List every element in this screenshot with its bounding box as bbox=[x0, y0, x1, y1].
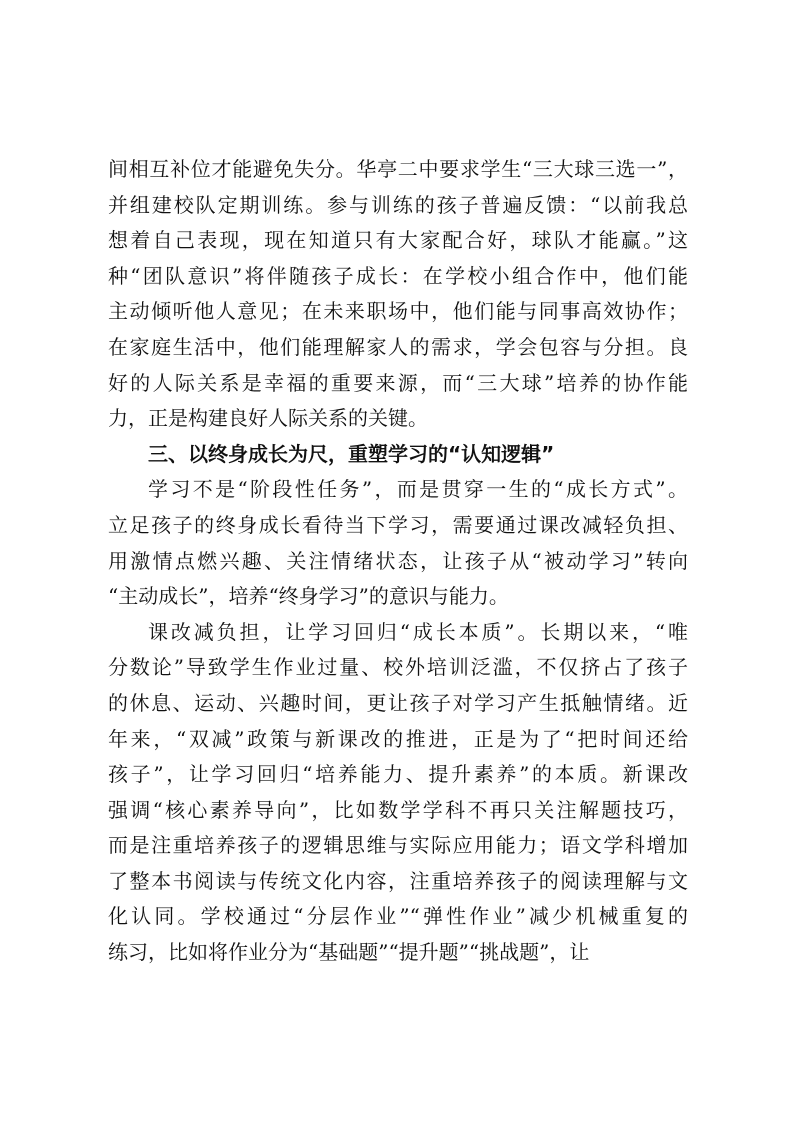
paragraph-line: 力，正是构建良好人际关系的关键。 bbox=[108, 406, 428, 431]
paragraph-line: 课改减负担，让学习回归“成长本质”。长期以来，“唯 bbox=[148, 619, 688, 644]
paragraph-line: 想着自己表现，现在知道只有大家配合好，球队才能赢。”这 bbox=[108, 228, 688, 253]
paragraph-line: 好的人际关系是幸福的重要来源，而“三大球”培养的协作能 bbox=[108, 370, 688, 395]
body-text bbox=[108, 152, 688, 971]
paragraph-line: 学习不是“阶段性任务”，而是贯穿一生的“成长方式”。 bbox=[148, 477, 688, 502]
paragraph-line: 用激情点燃兴趣、关注情绪状态，让孩子从“被动学习”转向 bbox=[108, 548, 688, 573]
paragraph-learning-intro bbox=[108, 472, 688, 614]
paragraph-line: 了整本书阅读与传统文化内容，注重培养孩子的阅读理解与文 bbox=[108, 868, 688, 893]
paragraph-line: 并组建校队定期训练。参与训练的孩子普遍反馈：“以前我总 bbox=[108, 192, 688, 217]
paragraph-line: 主动倾听他人意见；在未来职场中，他们能与同事高效协作； bbox=[108, 299, 688, 324]
paragraph-line: 练习，比如将作业分为“基础题”“提升题”“挑战题”，让 bbox=[108, 940, 590, 965]
paragraph-line: 间相互补位才能避免失分。华亭二中要求学生“三大球三选一”， bbox=[108, 157, 688, 181]
paragraph-line: 的休息、运动、兴趣时间，更让孩子对学习产生抵触情绪。近 bbox=[108, 690, 688, 715]
paragraph-line: 种“团队意识”将伴随孩子成长：在学校小组合作中，他们能 bbox=[108, 263, 688, 288]
paragraph-line: 立足孩子的终身成长看待当下学习，需要通过课改减轻负担、 bbox=[108, 512, 688, 537]
paragraph-line: 分数论”导致学生作业过量、校外培训泛滥，不仅挤占了孩子 bbox=[108, 655, 688, 680]
paragraph-team-spirit-continued bbox=[108, 152, 688, 437]
paragraph-line: 化认同。学校通过“分层作业”“弹性作业”减少机械重复的 bbox=[108, 904, 688, 929]
paragraph-line: 而是注重培养孩子的逻辑思维与实际应用能力；语文学科增加 bbox=[108, 833, 688, 858]
paragraph-line: 强调“核心素养导向”，比如数学学科不再只关注解题技巧， bbox=[108, 797, 688, 822]
paragraph-line: 在家庭生活中，他们能理解家人的需求，学会包容与分担。良 bbox=[108, 334, 688, 359]
paragraph-curriculum-reform bbox=[108, 615, 688, 971]
paragraph-line: 孩子”，让学习回归“培养能力、提升素养”的本质。新课改 bbox=[108, 762, 688, 787]
paragraph-line: 年来，“双减”政策与新课改的推进，正是为了“把时间还给 bbox=[108, 726, 688, 751]
section-heading-3 bbox=[108, 437, 688, 473]
section-heading-line: 三、以终身成长为尺，重塑学习的“认知逻辑” bbox=[148, 441, 555, 466]
paragraph-line: “主动成长”，培养“终身学习”的意识与能力。 bbox=[108, 584, 509, 609]
